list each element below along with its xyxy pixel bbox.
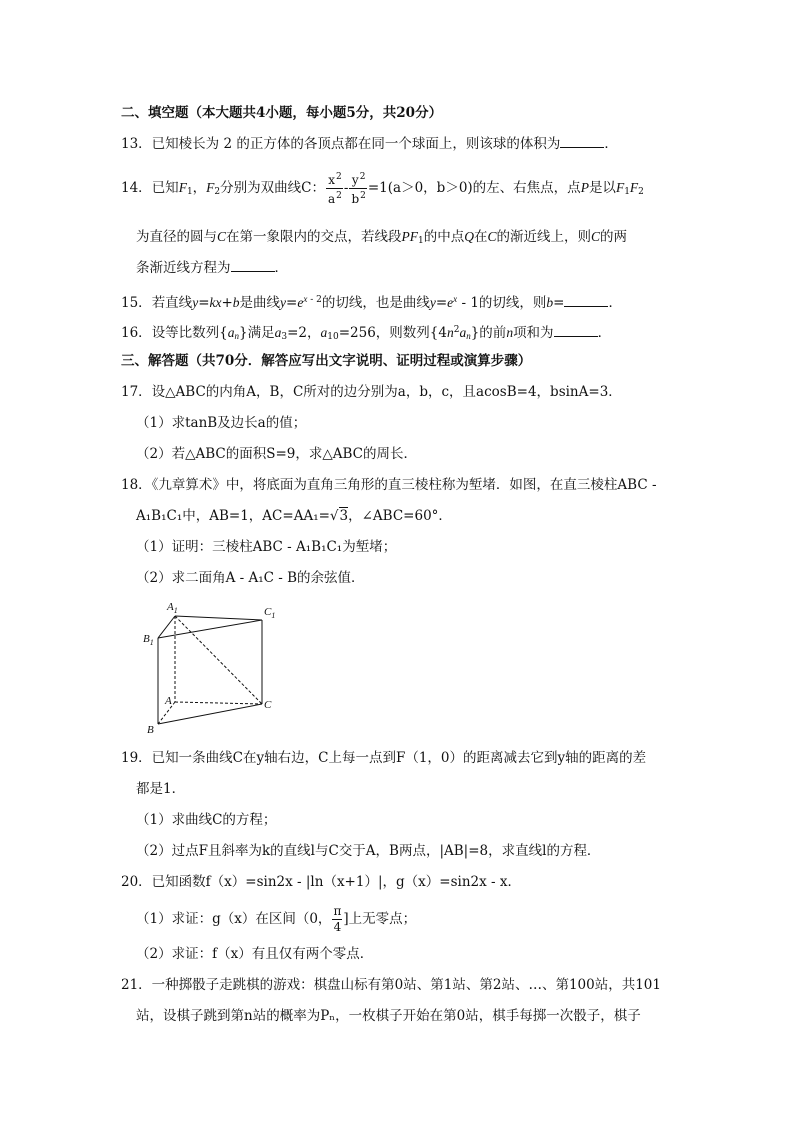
fraction-x2-a2: $\frac{x^2}{a^2}$ (328, 172, 342, 206)
edge-a-c-hidden (175, 702, 262, 704)
answer-blank[interactable] (564, 294, 608, 307)
question-14-line2: 为直径的圆与C在第一象限内的交点，若线段$PF_1$的中点Q在C的渐近线上，则C的两 (136, 229, 628, 246)
question-20-part2: （2）求证：f（x）有且仅有两个零点． (136, 946, 374, 962)
q18-line2b: ，∠ABC=60°． (348, 508, 452, 524)
q16-num: 16． (121, 325, 152, 341)
q15-text2: 是曲线 (239, 295, 281, 311)
b-var: b (351, 192, 360, 206)
question-14-line1: 14．已知$F_1$，$F_2$分别为双曲线C： $\frac{x^2}{a^2}$ - $\frac{y^2}{b^2}$ =1(a＞0，b＞0)的左、右焦点，点P是以$F_1F_2$ (121, 172, 644, 206)
label-c1: $C_1$ (264, 606, 276, 620)
q14-line2e: 的渐近线上，则 (496, 229, 592, 245)
fraction-pi-over-4 (332, 904, 342, 935)
four: 4 (333, 920, 342, 934)
q14-line2f: 的两 (600, 229, 628, 245)
q14-line2b: 在第一象限内的交点，若线段 (226, 229, 402, 245)
q15-text1: 若直线 (151, 295, 193, 311)
edge-b-c (158, 704, 262, 724)
edge-b1-c1 (158, 620, 262, 638)
q15-text4: 的切线，则 (478, 295, 547, 311)
q16-text2: }满足 (239, 325, 275, 341)
answer-blank[interactable] (231, 259, 275, 272)
question-20-line1: 20．已知函数f（x）=sin2x - |ln（x+1）|，g（x）=sin2x - x． (121, 874, 521, 890)
label-c: C (264, 699, 272, 711)
question-13-text: 13．已知棱长为 2 的正方体的各顶点都在同一个球面上，则该球的体积为 (121, 136, 561, 152)
q14-line2d: 在 (474, 229, 488, 245)
label-b: B (147, 724, 154, 736)
q16-text3: =2， (287, 325, 321, 341)
f-symbol: F (178, 180, 187, 195)
q15-num: 15． (121, 295, 152, 311)
prism-figure (140, 598, 280, 738)
diagonal-a1-c (175, 616, 262, 704)
label-a1: $A_1$ (167, 601, 178, 615)
question-15: 15．若直线y=kx+b是曲线$y=e^{x - 2}$的切线，也是曲线$y=e^x - 1$的切线，则b= ． (121, 294, 622, 311)
question-18-part1: （1）证明：三棱柱ABC - A₁B₁C₁为堑堵； (136, 539, 397, 555)
period: ． (604, 136, 618, 152)
q14-mid: 分别为双曲线C： (220, 180, 325, 196)
question-18-line2: A₁B₁C₁中，AB=1，AC=AA₁=√3，∠ABC=60°． (136, 508, 452, 524)
section3-title: 三、解答题（共70分．解答应写出文字说明、证明过程或演算步骤） (121, 353, 532, 369)
question-17-part2: （2）若△ABC的面积S=9，求△ABC的周长． (136, 446, 418, 462)
label-a: A (165, 695, 172, 707)
q14-line2: 为直径的圆与 (136, 229, 217, 245)
answer-blank[interactable] (554, 324, 598, 337)
question-19-line2: 都是1． (136, 781, 186, 797)
q14-cond: =1(a＞0，b＞0)的左、右焦点，点 (367, 180, 581, 196)
q15-text3: 的切线，也是曲线 (321, 295, 430, 311)
fraction-y2-b2: $\frac{y^2}{b^2}$ (351, 172, 366, 206)
section2-title: 二、填空题（本大题共4小题，每小题5分，共20分） (121, 105, 443, 121)
a-var: a (328, 192, 336, 206)
q16-text4: =256，则数列{4 (338, 325, 447, 341)
q14-line3: 条渐近线方程为 (136, 260, 231, 276)
q14-tail: 是以 (588, 180, 616, 196)
question-19-part2: （2）过点F且斜率为k的直线l与C交于A，B两点，|AB|=8，求直线l的方程． (136, 843, 601, 859)
q20-p1b: ]上无零点； (343, 911, 417, 927)
question-20-part1 (136, 904, 416, 935)
question-21-line2: 站，设棋子跳到第n站的概率为Pₙ，一枚棋子开始在第0站，棋手每掷一次骰子，棋子 (136, 1008, 641, 1024)
q20-p1a: （1）求证：g（x）在区间（0， (136, 911, 332, 927)
question-16: 16．设等比数列$\{a_n\}$满足$a_3=2$，$a_{10}=256$，则数列$\{4n^2a_n\}$的前n项和为 ． (121, 325, 612, 342)
edge-a1-c1 (175, 616, 262, 620)
question-14-line3 (136, 259, 288, 277)
q14-num: 14． (121, 180, 152, 196)
label-b1: $B_1$ (143, 633, 154, 647)
q14-line2c: 的中点 (423, 229, 465, 245)
x-var: x (328, 173, 335, 187)
period: ． (274, 260, 288, 276)
question-19-part1: （1）求曲线C的方程； (136, 812, 277, 828)
answer-blank[interactable] (560, 135, 604, 148)
q18-line2a: A₁B₁C₁中，AB=1，AC=AA₁= (136, 508, 330, 524)
q14-intro: 已知 (151, 180, 179, 196)
q16-text5: }的前 (470, 325, 507, 341)
question-19-line1: 19．已知一条曲线C在y轴右边，C上每一点到F（1，0）的距离减去它到y轴的距离的差 (121, 750, 647, 766)
q16-text6: 项和为 (513, 325, 554, 341)
q16-text1: 设等比数列{ (151, 325, 228, 341)
period: ． (597, 325, 612, 341)
question-21-line1: 21．一种掷骰子走跳棋的游戏：棋盘山标有第0站、第1站、第2站、…、第100站，共101 (121, 977, 661, 993)
y-var: y (351, 173, 359, 187)
question-18-part2: （2）求二面角A - A₁C - B的余弦值． (136, 570, 365, 586)
period: ． (608, 295, 622, 311)
sqrt-three: 3 (339, 508, 349, 524)
question-17-part1: （1）求tanB及边长a的值； (136, 415, 307, 431)
pi-symbol: π (333, 904, 342, 918)
question-18-line1: 18．《九章算术》中，将底面为直角三角形的直三棱柱称为堑堵．如图，在直三棱柱ABC - (121, 477, 657, 493)
edge-a1-b1 (158, 616, 175, 638)
question-13 (121, 135, 618, 153)
question-17-line1: 17．设△ABC的内角A，B，C所对的边分别为a，b，c，且acosB=4，bsinA=3． (121, 384, 622, 400)
